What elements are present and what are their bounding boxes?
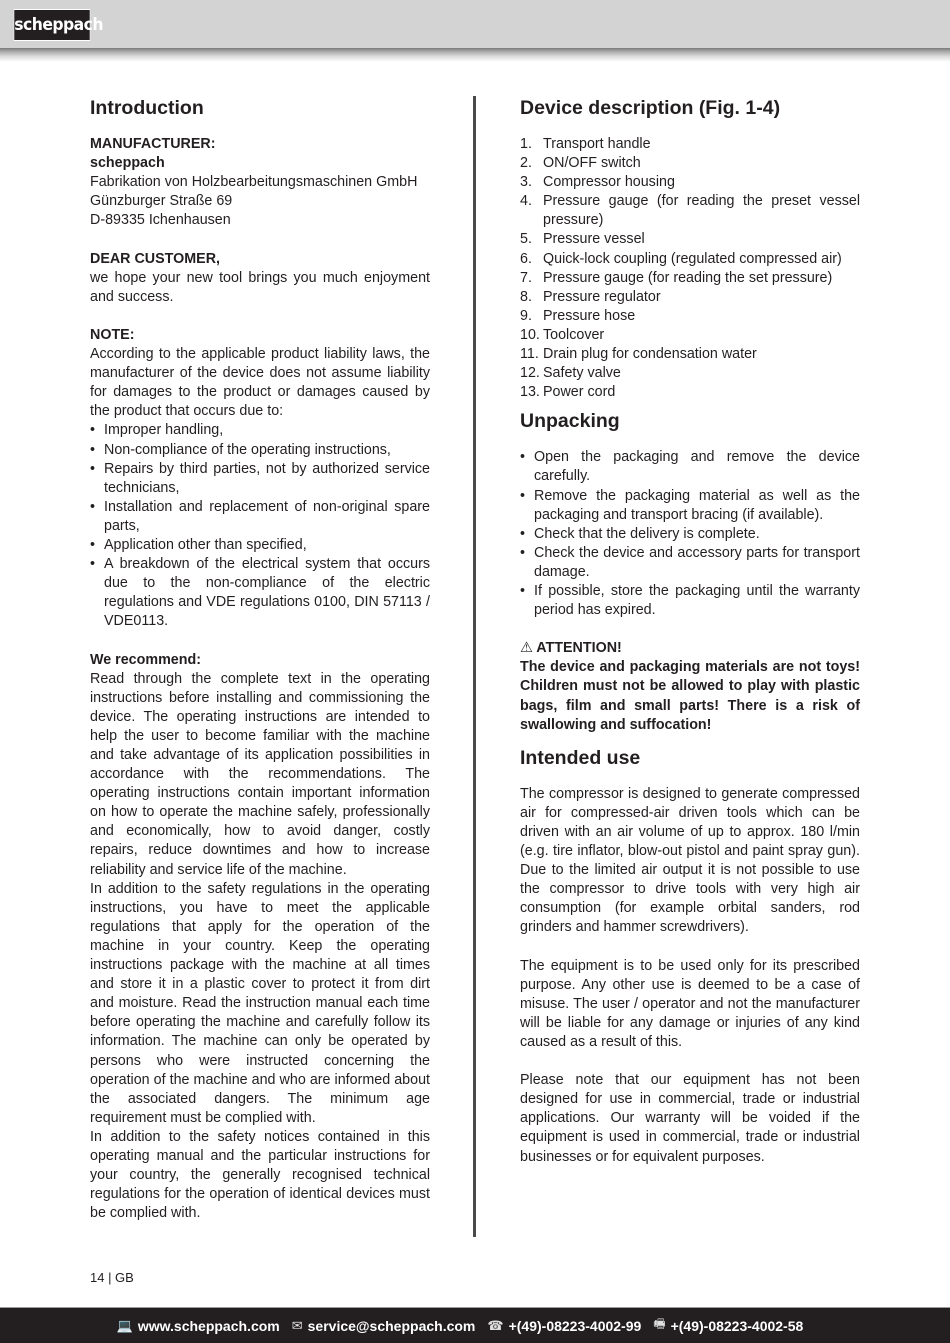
bullet-icon: • [90,422,96,439]
header-shadow [0,48,950,62]
manufacturer-street: Günzburger Straße 69 [90,193,233,210]
list-item: 4. Pressure gauge (for reading the preset vessel pressure) [520,193,860,229]
footer-fax [653,1315,803,1337]
attention-title [520,639,860,658]
list-item: 13. Power cord [520,384,616,401]
manufacturer-label: MANUFACTURER: [90,136,216,152]
manufacturer-section [90,135,430,230]
list-item: 1. Transport handle [520,136,651,152]
dear-customer-text: we hope your new tool brings you much enjoyment and success. [90,269,430,305]
scheppach-logo: scheppach [13,9,90,41]
list-item: 5. Pressure vessel [520,231,645,248]
manufacturer-name: scheppach [90,155,165,172]
right-column [520,95,860,1167]
footer-website[interactable] [117,1318,280,1334]
dear-customer-section [90,250,430,307]
bullet-icon: • [520,487,526,504]
list-item: 6. Quick-lock coupling (regulated compressed air) [520,250,842,267]
fax-number: +(49)-08223-4002-58 [670,1317,804,1334]
manufacturer-company: Fabrikation von Holzbearbeitungsmaschinen GmbH [90,174,418,191]
device-description-heading: Device description (Fig. 1-4) [520,97,781,119]
header-bar [0,0,950,48]
list-item: • If possible, store the packaging until the warranty period has expired. [520,582,860,619]
liability-list [90,421,430,631]
fax-icon: 🖷 [653,1315,666,1331]
list-item: 7. Pressure gauge (for reading the set pressure) [520,269,833,286]
list-item: 9. Pressure hose [520,307,636,324]
phone-icon: ☎ [487,1317,504,1333]
recommend-paragraph: In addition to the safety regulations in the operating instructions, you have to meet the applicable regulations that apply for the operation of the machine in your country. Keep the operating instructions package with the machine at all times and store it in a plastic cover to protect it from dirt and moisture. Read the instruction manual each time before operating the machine and carefully follow its information. The machine can only be operated by persons who were instructed concerning the operation of the machine and who are informed about the associated dangers. The minimum age requirement must be complied with. [90,880,430,1126]
list-item: • Repairs by third parties, not by authorized service technicians, [90,460,430,496]
list-item: 11. Drain plug for condensation water [520,346,757,363]
list-item: • Installation and replacement of non-original spare parts, [90,498,430,534]
list-item: 3. Compressor housing [520,174,675,191]
introduction-heading: Introduction [90,97,204,119]
bullet-icon: • [90,460,96,477]
list-item: • Application other than specified, [90,536,430,555]
footer-contact-bar [0,1307,950,1343]
note-text: According to the applicable product liability laws, the manufacturer of the device does not assume liability for damages to the product or damages caused by the product that occurs due to: [90,346,430,420]
email-link[interactable]: service@scheppach.com [307,1317,476,1334]
recommend-paragraph: Read through the complete text in the operating instructions before installing and commissioning the device. The operating instructions are intended to help the user to become familiar with the machine and take advantage of its application possibilities in accordance with the recommendations. The operating instructions contain important information on how to operate the machine safely, professionally and economically, how to avoid danger, costly repairs, reduce downtimes and how to increase reliability and service life of the machine. [90,670,430,878]
unpacking-heading: Unpacking [520,410,620,433]
list-item: 12. Safety valve [520,365,621,382]
bullet-icon: • [90,498,96,515]
recommend-label: We recommend: [90,651,201,668]
list-item: • Improper handling, [90,421,430,440]
intended-use-heading: Intended use [520,746,641,769]
note-section [90,326,430,632]
intended-use-paragraph: Please note that our equipment has not been designed for use in commercial, trade or industrial applications. Our warranty will be voided if the equipment is used in commercial, trade or industrial businesses or for equivalent purposes. [520,1072,860,1165]
list-item: 2. ON/OFF switch [520,155,641,172]
attention-notice [520,639,860,734]
bullet-icon: • [90,536,96,553]
recommend-paragraph: In addition to the safety notices contained in this operating manual and the particular instructions for your country, the generally recognised technical regulations for the operation of identical devices must be complied with. [90,1128,430,1222]
bullet-icon: • [90,556,96,573]
attention-label: ATTENTION! [536,640,622,657]
device-parts-list [520,135,860,402]
list-item: • Open the packaging and remove the device carefully. [520,449,860,485]
list-item: • Remove the packaging material as well as the packaging and transport bracing (if available). [520,487,860,523]
column-divider [473,96,476,1237]
bullet-icon: • [90,441,96,458]
footer-email[interactable] [292,1318,476,1334]
bullet-icon: • [520,525,526,542]
bullet-icon: • [520,449,526,466]
attention-text: The device and packaging materials are not toys! Children must not be allowed to play with plastic bags, film and small parts! There is a risk of swallowing and suffocation! [520,659,860,733]
intended-use-paragraph: The compressor is designed to generate compressed air for compressed-air driven tools which can be driven with an air volume of up to approx. 180 l/min (e.g. tire inflator, blow-out pistol and paint spray gun). Due to the limited air output it is not possible to use the compressor to drive tools with very high air consumption (for example orbital sanders, rod grinders and hammer screwdrivers). [520,785,860,936]
list-item: 8. Pressure regulator [520,288,661,305]
bullet-icon: • [520,582,526,599]
dear-customer-label: DEAR CUSTOMER, [90,250,221,267]
intended-use-paragraph: The equipment is to be used only for its prescribed purpose. Any other use is deemed to be a case of misuse. The user / operator and not the manufacturer will be liable for any damage or injuries of any kind caused as a result of this. [520,957,860,1050]
phone-number: +(49)-08223-4002-99 [508,1317,642,1334]
recommend-section [90,651,430,1224]
manufacturer-city: D-89335 Ichenhausen [90,212,231,229]
left-column [90,95,430,1223]
list-item: • Non-compliance of the operating instructions, [90,441,430,460]
footer-phone [487,1318,641,1334]
bullet-icon: • [520,544,526,561]
list-item: • A breakdown of the electrical system that occurs due to the non-compliance of the electric regulations and VDE regulations 0100, DIN 57113 / VDE0113. [90,556,430,630]
page-number: 14 | GB [90,1270,134,1285]
computer-icon: 💻 [116,1317,133,1333]
list-item: • Check the device and accessory parts for transport damage. [520,544,860,580]
website-link[interactable]: www.scheppach.com [137,1317,280,1334]
list-item: 10. Toolcover [520,326,605,343]
note-label: NOTE: [90,326,135,343]
envelope-icon: ✉ [291,1317,303,1333]
list-item: • Check that the delivery is complete. [520,525,860,544]
unpacking-list [520,448,860,620]
warning-triangle-icon: ⚠ [520,640,533,657]
